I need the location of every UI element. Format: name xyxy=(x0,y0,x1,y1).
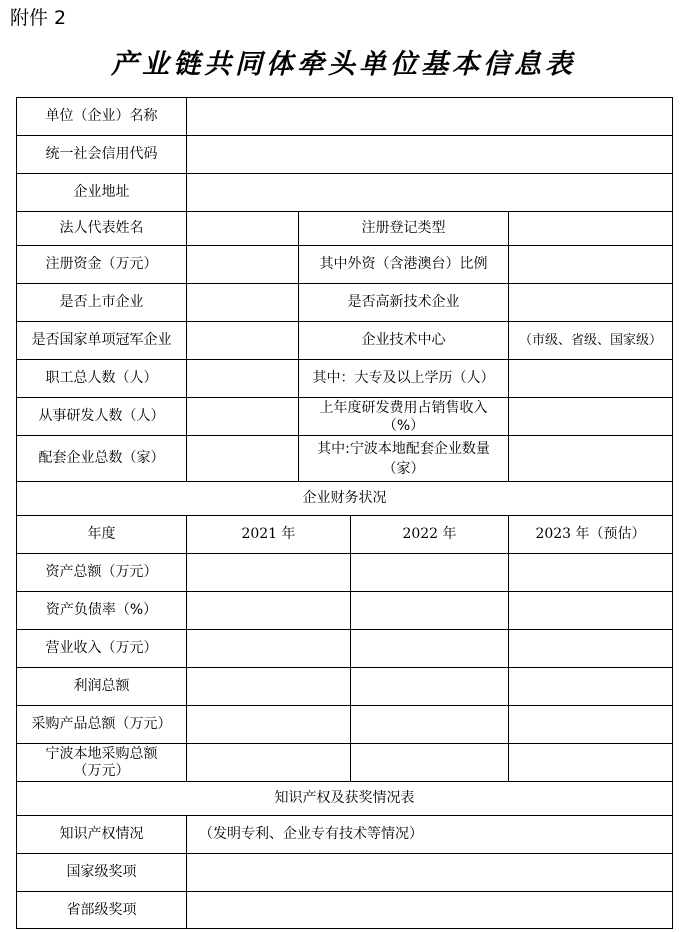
finance-row-profit: 利润总额 xyxy=(73,678,130,694)
label-reg-type: 注册登记类型 xyxy=(361,220,446,236)
label-tech-center: 企业技术中心 xyxy=(361,332,446,348)
finance-row-purchases: 采购产品总额（万元） xyxy=(31,716,172,732)
label-champion: 是否国家单项冠军企业 xyxy=(31,332,172,348)
label-college-staff: 其中：大专及以上学历（人） xyxy=(312,370,495,386)
table-rule xyxy=(508,515,509,782)
finance-row-debt-ratio: 资产负债率（%） xyxy=(45,602,158,618)
value-reg-capital[interactable] xyxy=(187,246,298,283)
finance-row-local-purchases: 宁波本地采购总额 （万元） xyxy=(45,745,158,779)
table-rule xyxy=(350,515,351,782)
value-employees[interactable] xyxy=(187,360,298,397)
finance-year-2022: 2022 年 xyxy=(402,526,457,542)
finance-section-title: 企业财务状况 xyxy=(302,490,387,506)
value-tech-center-hint[interactable]: （市级、省级、国家级） xyxy=(518,333,662,348)
table-rule xyxy=(186,515,187,782)
label-national-award: 国家级奖项 xyxy=(66,864,137,880)
label-reg-capital: 注册资金（万元） xyxy=(45,256,158,272)
value-unit-name[interactable] xyxy=(187,98,672,135)
table-rule xyxy=(672,97,673,929)
value-credit-code[interactable] xyxy=(187,136,672,173)
label-legal-rep: 法人代表姓名 xyxy=(59,220,144,236)
value-rd-ratio[interactable] xyxy=(509,398,672,435)
label-local-suppliers: 其中:宁波本地配套企业数量 （家） xyxy=(317,440,490,477)
label-ip-status: 知识产权情况 xyxy=(59,826,144,842)
value-rd-staff[interactable] xyxy=(187,398,298,435)
value-foreign-ratio[interactable] xyxy=(509,246,672,283)
value-ip-hint[interactable]: （发明专利、企业专有技术等情况） xyxy=(199,826,423,842)
table-rule xyxy=(16,928,673,929)
label-rd-ratio: 上年度研发费用占销售收入 （%） xyxy=(319,399,488,434)
value-champion[interactable] xyxy=(187,322,298,359)
label-credit-code: 统一社会信用代码 xyxy=(45,146,158,162)
value-provincial-award[interactable] xyxy=(187,892,672,928)
value-national-award[interactable] xyxy=(187,854,672,891)
value-legal-rep[interactable] xyxy=(187,212,298,245)
label-listed: 是否上市企业 xyxy=(59,294,144,310)
value-suppliers[interactable] xyxy=(187,436,298,481)
document-title: 产业链共同体牵头单位基本信息表 xyxy=(111,49,576,80)
label-provincial-award: 省部级奖项 xyxy=(66,901,137,918)
label-high-tech: 是否高新技术企业 xyxy=(347,294,460,310)
value-high-tech[interactable] xyxy=(509,284,672,321)
label-address: 企业地址 xyxy=(73,184,130,200)
value-reg-type[interactable] xyxy=(509,212,672,245)
finance-row-revenue: 营业收入（万元） xyxy=(45,640,158,656)
value-address[interactable] xyxy=(187,174,672,211)
finance-year-2021: 2021 年 xyxy=(241,526,296,542)
value-local-suppliers[interactable] xyxy=(509,436,672,481)
attachment-label: 附件 2 xyxy=(10,7,67,29)
label-rd-staff: 从事研发人数（人） xyxy=(38,408,165,424)
value-college-staff[interactable] xyxy=(509,360,672,397)
label-foreign-ratio: 其中外资（含港澳台）比例 xyxy=(319,256,488,272)
label-employees: 职工总人数（人） xyxy=(45,370,158,386)
finance-year-label: 年度 xyxy=(87,526,116,542)
label-suppliers: 配套企业总数（家） xyxy=(38,450,165,466)
finance-row-total-assets: 资产总额（万元） xyxy=(45,564,158,580)
finance-year-2023: 2023 年（预估） xyxy=(535,526,646,542)
label-unit-name: 单位（企业）名称 xyxy=(45,108,158,124)
ip-section-title: 知识产权及获奖情况表 xyxy=(274,790,415,806)
value-listed[interactable] xyxy=(187,284,298,321)
